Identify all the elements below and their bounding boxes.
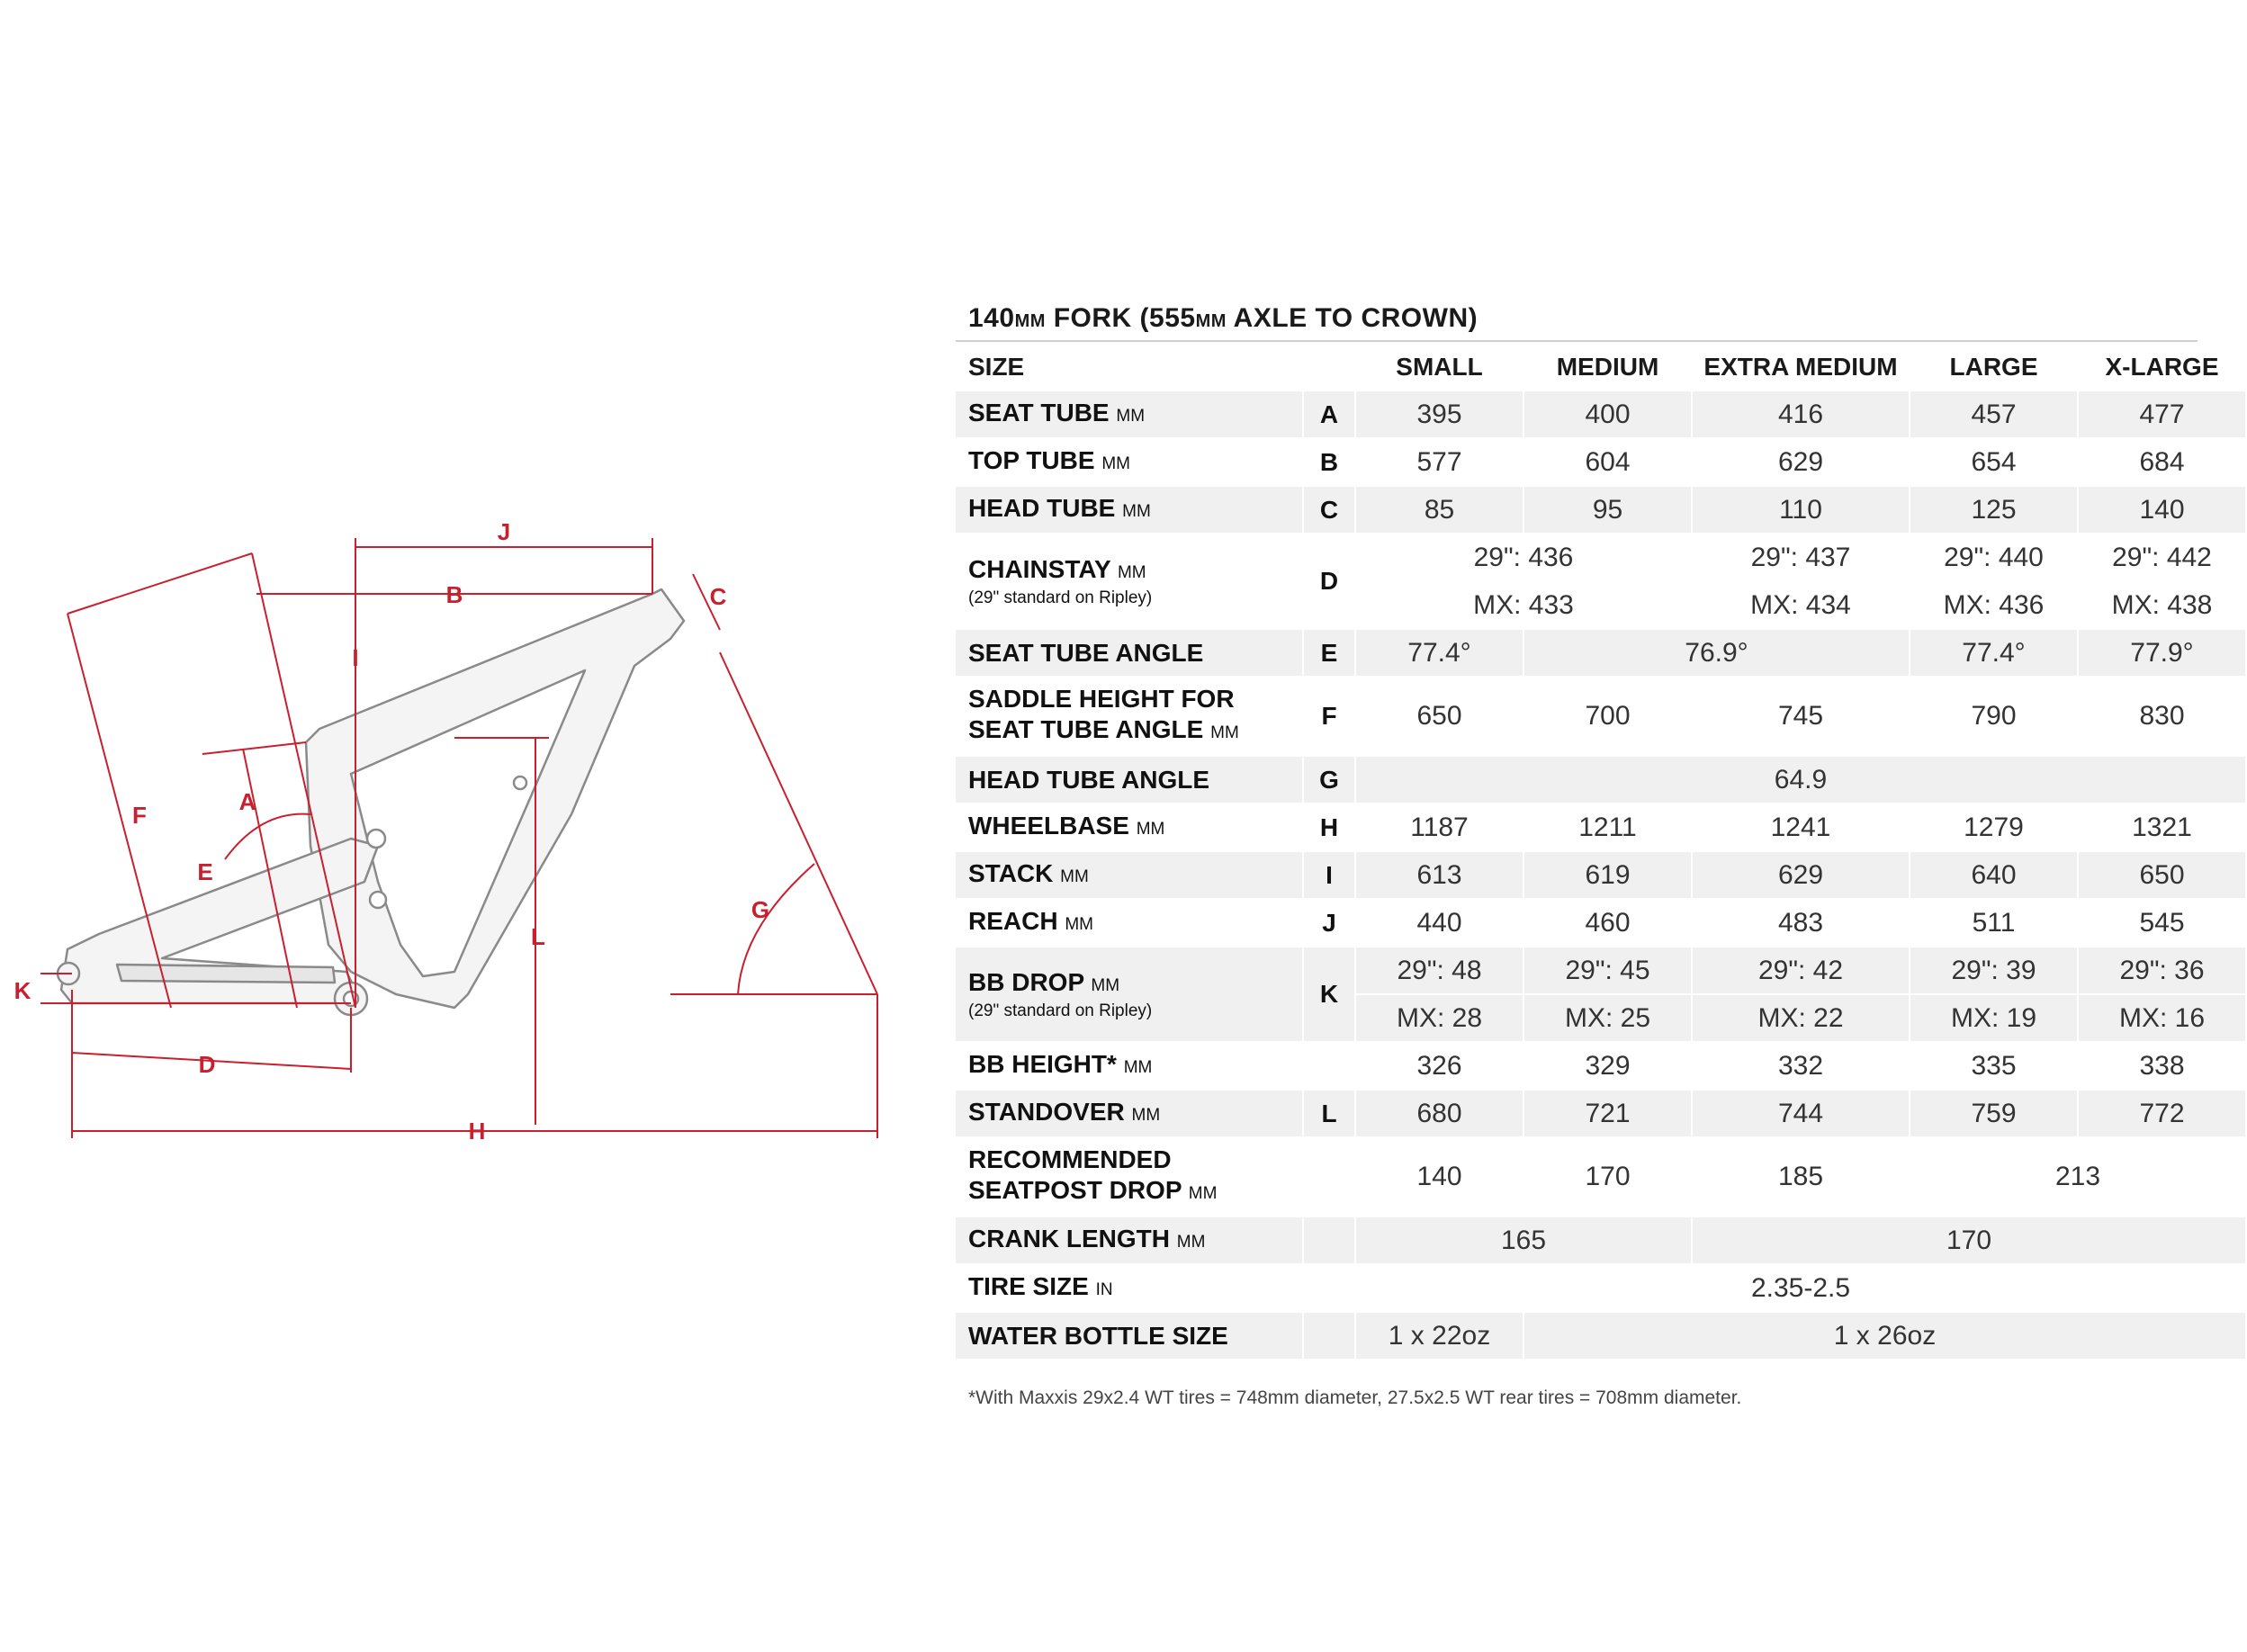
cell: 477 <box>2079 391 2245 437</box>
cell: MX: 438 <box>2079 582 2245 628</box>
row-label: STANDOVER MM <box>956 1091 1302 1136</box>
cell: 1 x 22oz <box>1356 1313 1523 1359</box>
footnote: *With Maxxis 29x2.4 WT tires = 748mm diameter, 27.5x2.5 WT rear tires = 708mm diameter. <box>968 1387 1742 1408</box>
dim-label-e: E <box>197 858 213 885</box>
cell: 1321 <box>2079 804 2245 850</box>
row-reach <box>956 900 2245 946</box>
row-standover <box>956 1091 2245 1136</box>
cell: 29": 436 <box>1356 534 1691 580</box>
dim-label-h: H <box>468 1118 486 1145</box>
cell: MX: 25 <box>1524 995 1691 1041</box>
row-label: SADDLE HEIGHT FOR SEAT TUBE ANGLE MM <box>956 678 1302 755</box>
dim-label-d: D <box>198 1051 216 1078</box>
cell: 29": 45 <box>1524 947 1691 993</box>
cell: MX: 28 <box>1356 995 1523 1041</box>
size-header: SIZE <box>956 344 1302 390</box>
dim-line-f <box>67 553 252 614</box>
cell: 140 <box>1356 1138 1523 1216</box>
cell: 1279 <box>1910 804 2077 850</box>
row-label: TOP TUBE MM <box>956 439 1302 485</box>
title-middle: FORK (555 <box>1045 303 1196 333</box>
row-label: HEAD TUBE ANGLE <box>956 757 1302 803</box>
cell: 2.35-2.5 <box>1356 1265 2245 1311</box>
cell: 604 <box>1524 439 1691 485</box>
chainstay-guard <box>117 965 335 983</box>
dim-line-a <box>202 742 306 754</box>
cell: 64.9 <box>1356 757 2245 803</box>
row-seat-tube-angle <box>956 630 2245 676</box>
row-water-bottle <box>956 1313 2245 1359</box>
row-letter: C <box>1304 487 1354 533</box>
cell: 416 <box>1693 391 1909 437</box>
row-letter <box>1304 1138 1354 1216</box>
row-letter: H <box>1304 804 1354 850</box>
dim-label-i: I <box>352 644 359 671</box>
cell: 629 <box>1693 439 1909 485</box>
cell: 85 <box>1356 487 1523 533</box>
cell: 125 <box>1910 487 2077 533</box>
cell: 332 <box>1693 1043 1909 1089</box>
cell: 29": 36 <box>2079 947 2245 993</box>
title-unit: MM <box>1195 311 1227 331</box>
row-label: BB DROP MM (29" standard on Ripley) <box>956 947 1302 1041</box>
cell: 460 <box>1524 900 1691 946</box>
cell: 830 <box>2079 678 2245 755</box>
cell: 511 <box>1910 900 2077 946</box>
dim-label-c: C <box>709 583 727 610</box>
row-stack <box>956 852 2245 898</box>
cell: 545 <box>2079 900 2245 946</box>
cell: 577 <box>1356 439 1523 485</box>
cell: 326 <box>1356 1043 1523 1089</box>
cell: 329 <box>1524 1043 1691 1089</box>
row-letter: I <box>1304 852 1354 898</box>
cell: 684 <box>2079 439 2245 485</box>
row-label: RECOMMENDED SEATPOST DROP MM <box>956 1138 1302 1216</box>
cell: MX: 16 <box>2079 995 2245 1041</box>
row-label: BB HEIGHT* MM <box>956 1043 1302 1089</box>
cell: 29": 437 <box>1693 534 1909 580</box>
cell: 170 <box>1524 1138 1691 1216</box>
col-extra-medium: EXTRA MEDIUM <box>1693 344 1909 390</box>
title-prefix: 140 <box>968 303 1015 333</box>
cell: 29": 42 <box>1693 947 1909 993</box>
cell: 77.4° <box>1910 630 2077 676</box>
cell: 650 <box>1356 678 1523 755</box>
cell: 29": 48 <box>1356 947 1523 993</box>
row-letter: B <box>1304 439 1354 485</box>
cell: 29": 39 <box>1910 947 2077 993</box>
row-label: SEAT TUBE ANGLE <box>956 630 1302 676</box>
row-tire-size <box>956 1265 2245 1311</box>
cell: 744 <box>1693 1091 1909 1136</box>
row-head-tube-angle <box>956 757 2245 803</box>
row-saddle-height <box>956 678 2245 755</box>
cell: 650 <box>2079 852 2245 898</box>
dim-line-g <box>720 652 877 994</box>
row-letter: L <box>1304 1091 1354 1136</box>
cell: 77.9° <box>2079 630 2245 676</box>
cell: 140 <box>2079 487 2245 533</box>
row-crank-length <box>956 1217 2245 1263</box>
row-bb-height <box>956 1043 2245 1089</box>
dim-label-g: G <box>750 896 770 923</box>
row-letter: E <box>1304 630 1354 676</box>
cell: 640 <box>1910 852 2077 898</box>
row-label: TIRE SIZE IN <box>956 1265 1302 1311</box>
title-unit: MM <box>1014 311 1046 331</box>
row-letter <box>1304 1265 1354 1311</box>
cell: 1211 <box>1524 804 1691 850</box>
cell: 619 <box>1524 852 1691 898</box>
dim-label-b: B <box>445 581 463 608</box>
cell: 110 <box>1693 487 1909 533</box>
cell: 29": 440 <box>1910 534 2077 580</box>
row-letter: J <box>1304 900 1354 946</box>
geometry-table <box>954 342 2247 1360</box>
row-chainstay-29 <box>956 534 2245 580</box>
row-letter: A <box>1304 391 1354 437</box>
cell: 338 <box>2079 1043 2245 1089</box>
letter-header <box>1304 344 1354 390</box>
title-suffix: AXLE TO CROWN) <box>1226 303 1479 333</box>
cell: 457 <box>1910 391 2077 437</box>
cell: 613 <box>1356 852 1523 898</box>
row-label: WATER BOTTLE SIZE <box>956 1313 1302 1359</box>
cell: 1241 <box>1693 804 1909 850</box>
dim-label-f: F <box>132 802 147 829</box>
dim-label-l: L <box>531 923 545 950</box>
dim-arc-g <box>738 864 814 994</box>
col-x-large: X-LARGE <box>2079 344 2245 390</box>
row-seat-tube <box>956 391 2245 437</box>
row-letter <box>1304 1043 1354 1089</box>
cell: 1187 <box>1356 804 1523 850</box>
cell: 76.9° <box>1524 630 1909 676</box>
cell: 680 <box>1356 1091 1523 1136</box>
cell: 654 <box>1910 439 2077 485</box>
cell: 395 <box>1356 391 1523 437</box>
row-letter <box>1304 1313 1354 1359</box>
cell: 700 <box>1524 678 1691 755</box>
cell: 759 <box>1910 1091 2077 1136</box>
col-large: LARGE <box>1910 344 2077 390</box>
cell: 721 <box>1524 1091 1691 1136</box>
cell: 170 <box>1693 1217 2245 1263</box>
cell: 483 <box>1693 900 1909 946</box>
col-small: SMALL <box>1356 344 1523 390</box>
row-wheelbase <box>956 804 2245 850</box>
row-label: WHEELBASE MM <box>956 804 1302 850</box>
cell: 440 <box>1356 900 1523 946</box>
row-label: CHAINSTAY MM (29" standard on Ripley) <box>956 534 1302 628</box>
bike-frame <box>58 589 684 1015</box>
row-letter: D <box>1304 534 1354 628</box>
dim-arc-e <box>225 814 310 859</box>
cell: MX: 436 <box>1910 582 2077 628</box>
row-letter: F <box>1304 678 1354 755</box>
row-letter: G <box>1304 757 1354 803</box>
cell: 95 <box>1524 487 1691 533</box>
cell: 335 <box>1910 1043 2077 1089</box>
geometry-diagram <box>0 504 900 1152</box>
row-seatpost-drop <box>956 1138 2245 1216</box>
cell: MX: 19 <box>1910 995 2077 1041</box>
cell: 790 <box>1910 678 2077 755</box>
row-label: HEAD TUBE MM <box>956 487 1302 533</box>
cell: 1 x 26oz <box>1524 1313 2245 1359</box>
shock-mount <box>514 777 526 789</box>
row-label: STACK MM <box>956 852 1302 898</box>
row-head-tube <box>956 487 2245 533</box>
row-top-tube <box>956 439 2245 485</box>
cell: MX: 434 <box>1693 582 1909 628</box>
cell: 629 <box>1693 852 1909 898</box>
lower-pivot <box>370 892 386 908</box>
linkage-pivot <box>367 830 385 848</box>
dim-label-j: J <box>497 518 511 545</box>
cell: 745 <box>1693 678 1909 755</box>
cell: 165 <box>1356 1217 1691 1263</box>
row-label: CRANK LENGTH MM <box>956 1217 1302 1263</box>
col-medium: MEDIUM <box>1524 344 1691 390</box>
header-row <box>956 344 2245 390</box>
cell: MX: 22 <box>1693 995 1909 1041</box>
cell: 29": 442 <box>2079 534 2245 580</box>
row-label: REACH MM <box>956 900 1302 946</box>
geometry-table-section <box>956 297 2219 1409</box>
row-letter: K <box>1304 947 1354 1041</box>
row-bb-drop-29 <box>956 947 2245 993</box>
cell: 213 <box>1910 1138 2245 1216</box>
dim-label-a: A <box>238 788 256 815</box>
cell: 77.4° <box>1356 630 1523 676</box>
row-label: SEAT TUBE MM <box>956 391 1302 437</box>
cell: 185 <box>1693 1138 1909 1216</box>
cell: 772 <box>2079 1091 2245 1136</box>
row-letter <box>1304 1217 1354 1263</box>
cell: 400 <box>1524 391 1691 437</box>
cell: MX: 433 <box>1356 582 1691 628</box>
fork-title <box>956 297 2198 342</box>
dim-label-k: K <box>13 977 31 1004</box>
